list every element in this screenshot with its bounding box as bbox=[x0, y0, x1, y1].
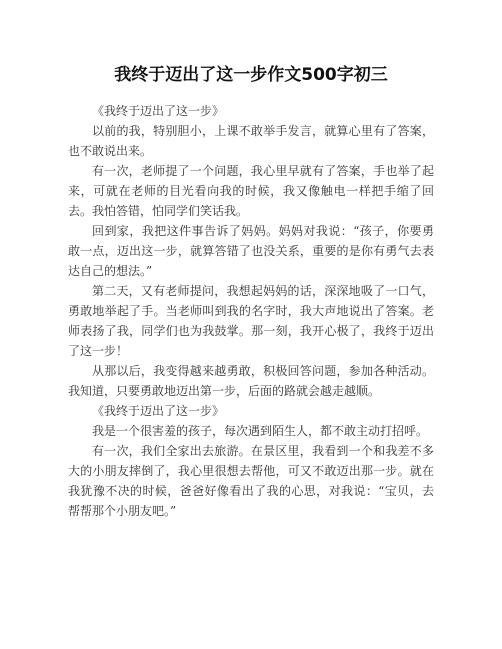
paragraph: 从那以后，我变得越来越勇敢，积极回答问题，参加各种活动。我知道，只要勇敢地迈出第一步，后面的路就会越走越顺。 bbox=[68, 364, 434, 398]
essay-heading: 《我终于迈出了这一步》 bbox=[92, 104, 225, 118]
paragraph: 我是一个很害羞的孩子，每次遇到陌生人，都不敢主动打招呼。 bbox=[92, 424, 429, 438]
essay-heading: 《我终于迈出了这一步》 bbox=[92, 404, 225, 418]
article-body bbox=[68, 101, 434, 521]
paragraph: 以前的我，特别胆小，上课不敢举手发言，就算心里有了答案，也不敢说出来。 bbox=[68, 124, 434, 158]
paragraph: 回到家，我把这件事告诉了妈妈。妈妈对我说：“孩子，你要勇敢一点，迈出这一步，就算答错了也没关系，重要的是你有勇气去表达自己的想法。” bbox=[68, 224, 434, 278]
paragraph: 有一次，老师提了一个问题，我心里早就有了答案，手也举了起来，可就在老师的目光看向我的时候，我又像触电一样把手缩了回去。我怕答错，怕同学们笑话我。 bbox=[68, 164, 434, 218]
page-title: 我终于迈出了这一步作文500字初三 bbox=[114, 65, 388, 85]
paragraph: 有一次，我们全家出去旅游。在景区里，我看到一个和我差不多大的小朋友摔倒了，我心里很想去帮他，可又不敢迈出那一步。就在我犹豫不决的时候，爸爸好像看出了我的心思，对我说：“宝贝，去帮帮那个小朋友吧。” bbox=[68, 444, 434, 518]
paragraph: 第二天，又有老师提问，我想起妈妈的话，深深地吸了一口气，勇敢地举起了手。当老师叫到我的名字时，我大声地说出了答案。老师表扬了我，同学们也为我鼓掌。那一刻，我开心极了，我终于迈出了这一步！ bbox=[68, 284, 434, 358]
